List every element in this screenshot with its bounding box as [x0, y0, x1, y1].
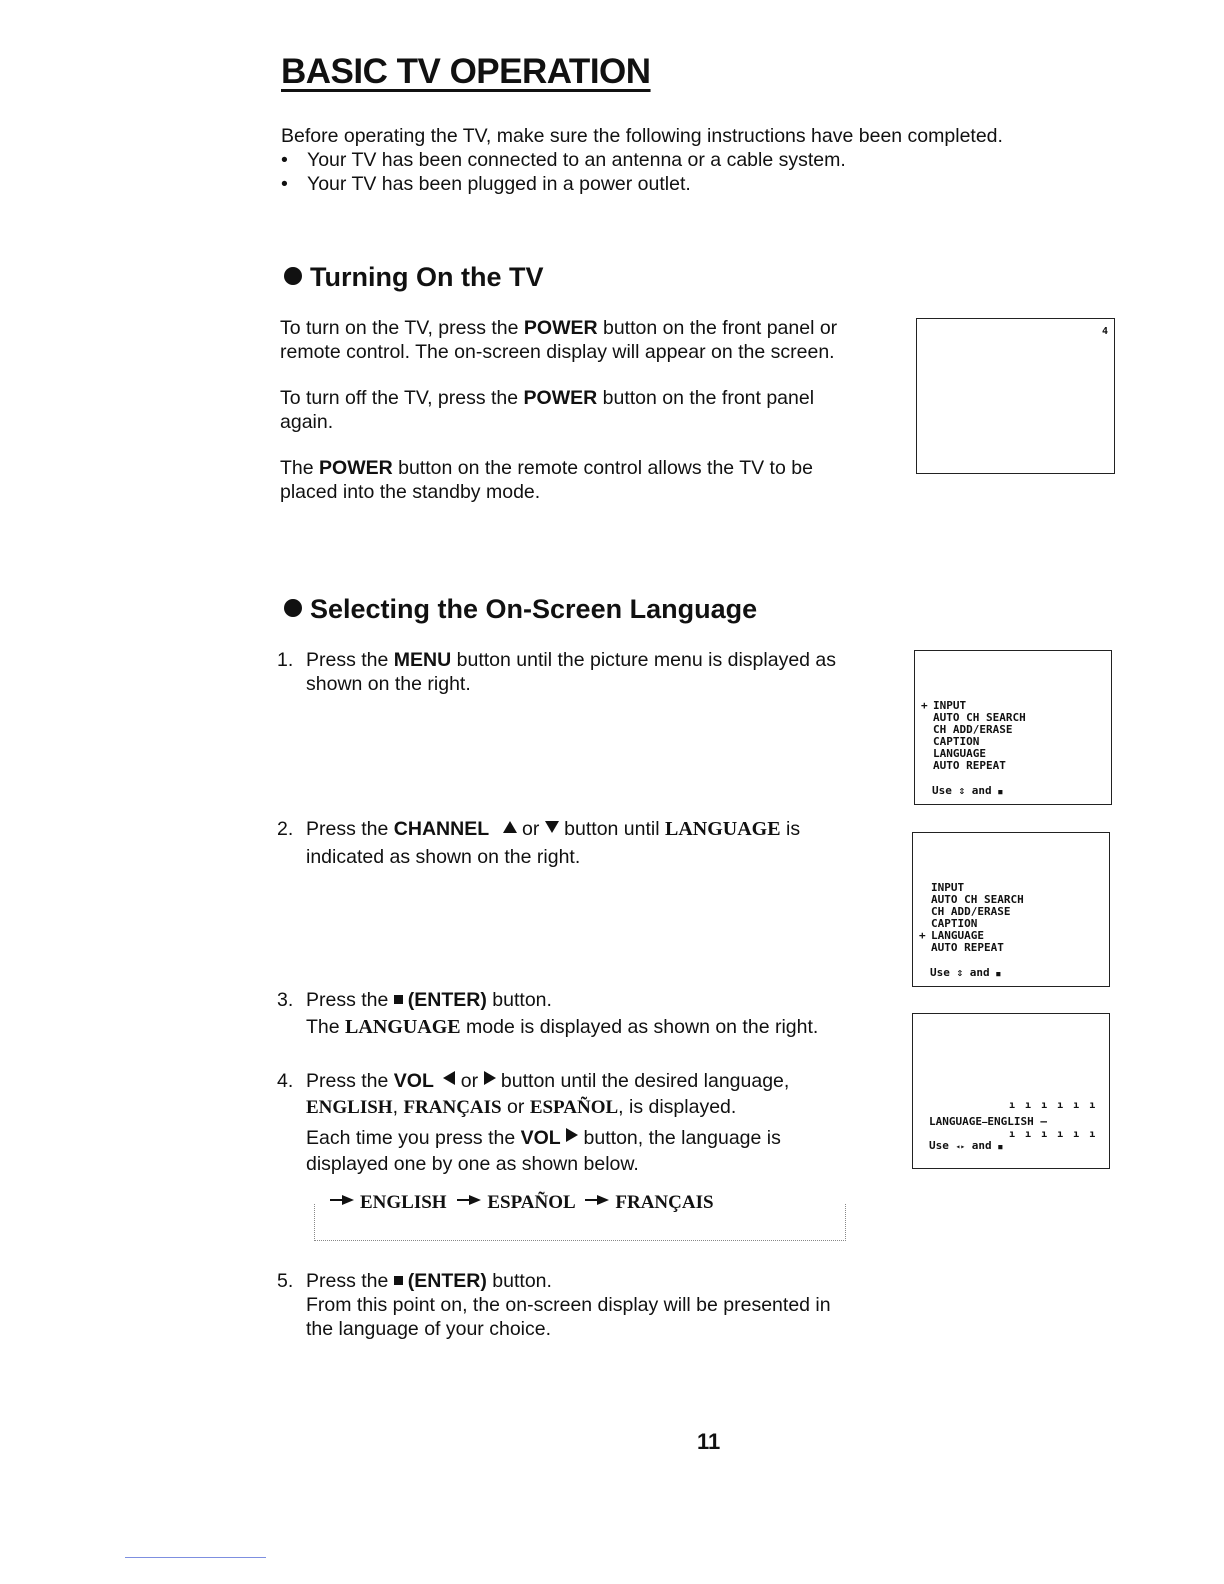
- language-setting: LANGUAGE–ENGLISH –: [929, 1115, 1048, 1128]
- vol-right-icon: [484, 1071, 496, 1085]
- cycle-english: ENGLISH: [360, 1192, 447, 1213]
- pointer-icon: +: [921, 699, 928, 712]
- language-cycle: [318, 1192, 720, 1214]
- enter-icon: [394, 1276, 403, 1285]
- menu-hint-3: Use ◂▸ and ■: [929, 1139, 1003, 1152]
- cycle-espanol: ESPAÑOL: [487, 1192, 575, 1213]
- leftright-icon: ◂▸: [955, 1142, 966, 1151]
- menu-item: CAPTION: [931, 917, 978, 930]
- menu-item: INPUT: [931, 881, 965, 894]
- menu-item: LANGUAGE: [933, 747, 986, 760]
- turning-on-p3: The POWER button on the remote control allows the TV to be placed into the standby mode.: [280, 457, 813, 503]
- enter-icon: [394, 995, 403, 1004]
- enter-icon: ■: [996, 970, 1001, 978]
- bullet-icon: [284, 599, 302, 617]
- arrow-icon: [585, 1195, 609, 1205]
- section-heading-language: Selecting the On-Screen Language: [284, 594, 757, 625]
- bullet-item: • Your TV has been plugged in a power outlet.: [281, 173, 691, 195]
- bullet-item: • Your TV has been connected to an antenna or a cable system.: [281, 149, 846, 171]
- tv-screen-menu-1: [914, 650, 1112, 805]
- arrow-icon: [457, 1195, 481, 1205]
- menu-item: AUTO CH SEARCH: [933, 711, 1026, 724]
- menu-list-1: [921, 700, 1026, 772]
- channel-up-icon: [503, 821, 517, 833]
- page-title: BASIC TV OPERATION: [281, 52, 651, 91]
- step-2: 2. Press the CHANNEL or button until LANGUAGE is indicated as shown on the right.: [277, 818, 801, 868]
- enter-icon: ■: [998, 788, 1003, 796]
- tv-screen-power-on: [916, 318, 1115, 474]
- menu-hint-1: Use ⇕ and ■: [932, 784, 1003, 797]
- updown-icon: ⇕: [958, 784, 966, 797]
- turning-on-p2: To turn off the TV, press the POWER button on the front panel again.: [280, 387, 815, 433]
- tv-screen-language: [912, 1013, 1110, 1169]
- menu-item: AUTO REPEAT: [933, 759, 1006, 772]
- vol-right-icon: [566, 1128, 578, 1142]
- menu-item: CAPTION: [933, 735, 980, 748]
- pointer-icon: +: [919, 929, 926, 942]
- menu-item: CH ADD/ERASE: [933, 723, 1013, 736]
- vol-left-icon: [443, 1071, 455, 1085]
- menu-item: + INPUT: [921, 699, 967, 712]
- menu-item: CH ADD/ERASE: [931, 905, 1011, 918]
- step-4: 4. Press the VOL or button until the desired language, ENGLISH, FRANÇAIS or ESPAÑOL, is displayed. Each time you press the VOL button, the language is displayed one by one as shown below.: [277, 1070, 790, 1175]
- updown-icon: ⇕: [956, 966, 964, 979]
- channel-down-icon: [545, 821, 559, 833]
- menu-list-2: [919, 882, 1024, 954]
- flash-marks-top: ı ı ı ı ı ı: [1009, 1100, 1098, 1111]
- cycle-francais: FRANÇAIS: [615, 1192, 714, 1213]
- intro-line: Before operating the TV, make sure the following instructions have been completed.: [281, 125, 1003, 147]
- menu-item: AUTO CH SEARCH: [931, 893, 1024, 906]
- bullet-icon: [284, 267, 302, 285]
- menu-item: + LANGUAGE: [919, 929, 984, 942]
- menu-hint-2: Use ⇕ and ■: [930, 966, 1001, 979]
- tv-screen-menu-2: [912, 832, 1110, 987]
- menu-item: AUTO REPEAT: [931, 941, 1004, 954]
- channel-number: 4: [1101, 326, 1108, 337]
- scan-mark: [125, 1557, 266, 1558]
- page-number: 11: [697, 1429, 721, 1454]
- arrow-icon: [330, 1195, 354, 1205]
- step-1: 1. Press the MENU button until the picture menu is displayed as shown on the right.: [277, 649, 837, 695]
- step-3: 3. Press the (ENTER) button. The LANGUAGE mode is displayed as shown on the right.: [277, 989, 819, 1038]
- section-heading-turning-on: Turning On the TV: [284, 262, 543, 293]
- step-5: 5. Press the (ENTER) button. From this point on, the on-screen display will be presented in the language of your choice.: [277, 1270, 831, 1340]
- flash-marks-bottom: ı ı ı ı ı ı: [1009, 1129, 1098, 1140]
- enter-icon: ■: [998, 1143, 1003, 1151]
- turning-on-p1: To turn on the TV, press the POWER button on the front panel or remote control. The on-screen display will appear on the screen.: [280, 317, 838, 363]
- intro-text: [281, 124, 1081, 196]
